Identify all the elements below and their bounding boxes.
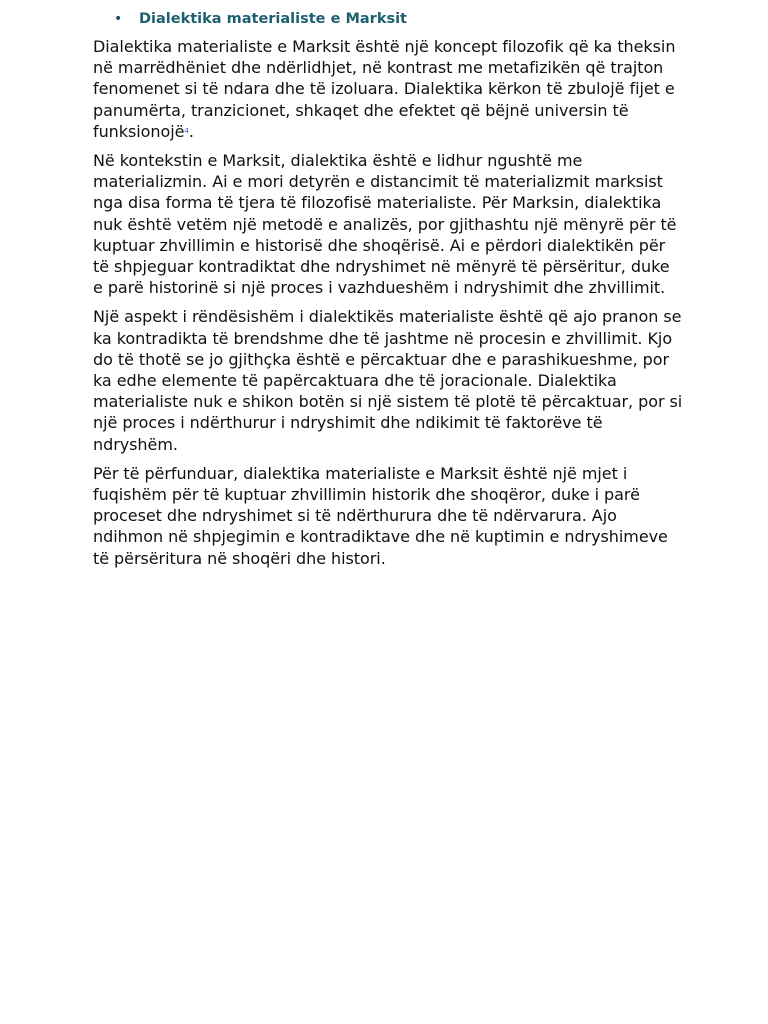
paragraph-1-tail: . bbox=[188, 121, 194, 141]
paragraph-2: Në kontekstin e Marksit, dialektika është e lidhur ngushtë me materializmin. Ai e mori detyrën e distancimit të materializmit marksist nga disa forma të tjera të filozofisë materialiste. Për Marksin, dialektika nuk është vetëm një metodë e analizës, por gjithashtu një mënyrë për të kuptuar zhvillimin e historisë dhe shoqërisë. Ai e përdori dialektikën për të shpjeguar kontradiktat dhe ndryshimet në mënyrë të përsëritur, duke e parë historinë si një proces i vazhdueshëm i ndryshimit dhe zhvillimit. bbox=[93, 151, 677, 298]
section-heading: Dialektika materialiste e Marksit bbox=[139, 11, 407, 27]
paragraph-1 bbox=[93, 36, 683, 142]
document-page bbox=[93, 8, 683, 577]
paragraph-3: Një aspekt i rëndësishëm i dialektikës materialiste është që ajo pranon se ka kontradikta të brendshme dhe të jashtme në procesin e zhvillimit. Kjo do të thotë se jo gjithçka është e përcaktuar dhe e parashikueshme, por ka edhe elemente të papërcaktuara dhe të joracionale. Dialektika materialiste nuk e shikon botën si një sistem të plotë të përcaktuar, por si një proces i ndërthurur i ndryshimit dhe ndikimit të faktorëve të ndryshëm. bbox=[93, 307, 683, 454]
paragraph-4: Për të përfunduar, dialektika materialiste e Marksit është një mjet i fuqishëm për të kuptuar zhvillimin historik dhe shoqëror, duke i parë proceset dhe ndryshimet si të ndërthurura dhe të ndërvarura. Ajo ndihmon në shpjegimin e kontradiktave dhe në kuptimin e ndryshimeve të përsëritura në shoqëri dhe histori. bbox=[93, 463, 668, 568]
bullet-icon: • bbox=[114, 11, 123, 27]
footnote-reference-link[interactable]: 4 bbox=[184, 126, 189, 135]
section-heading-row bbox=[114, 8, 683, 30]
paragraph-1-text: Dialektika materialiste e Marksit është një koncept filozofik që ka theksin në marrëdhëniet dhe ndërlidhjet, në kontrast me metafizikën që trajton fenomenet si të ndara dhe të izoluara. Dialektika kërkon të zbulojë fijet e panumërta, tranzicionet, shkaqet dhe efektet që bëjnë universin të funksionojë bbox=[93, 37, 676, 141]
